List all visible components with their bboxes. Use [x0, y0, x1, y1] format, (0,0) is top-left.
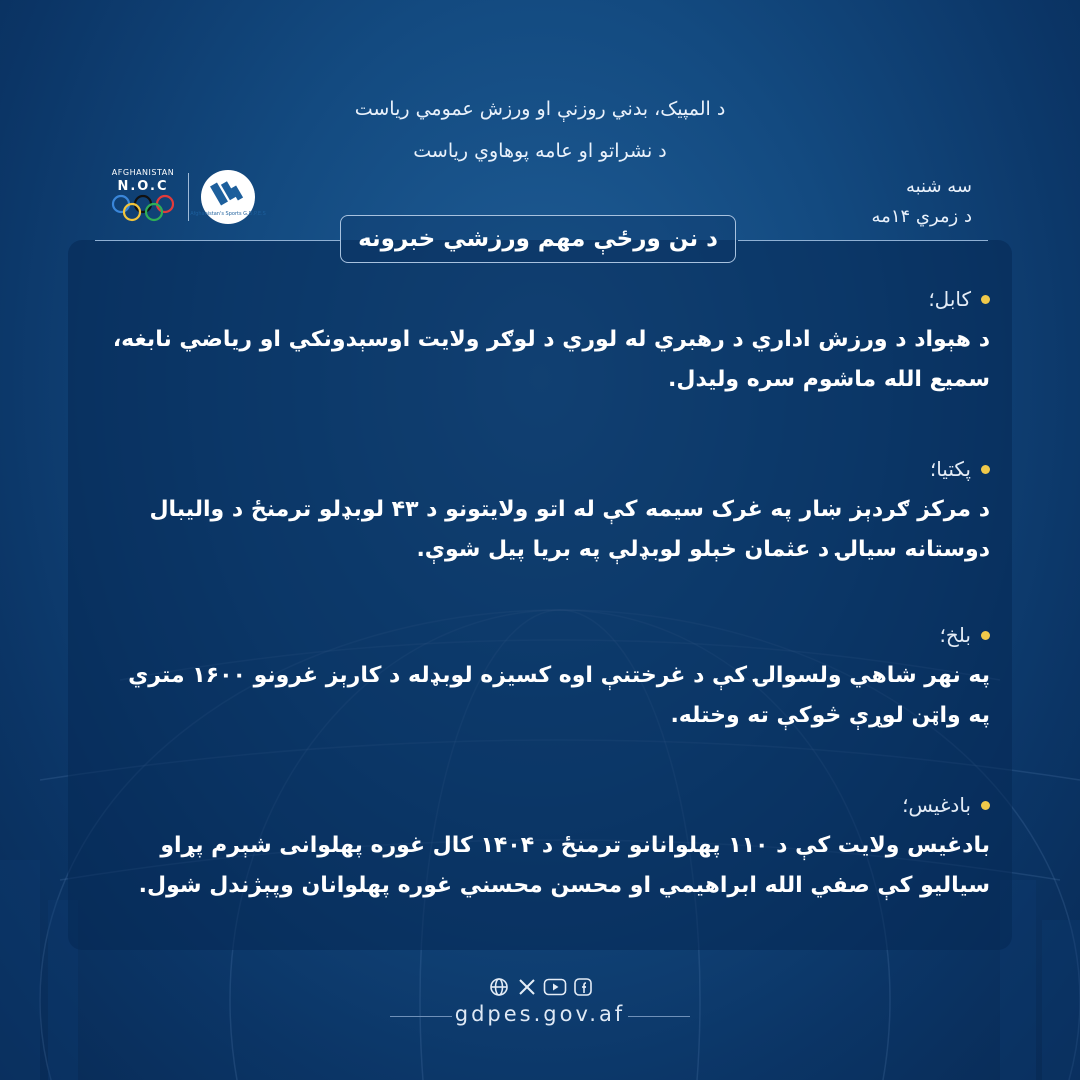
bullet-icon [981, 465, 990, 474]
x-icon[interactable] [516, 976, 538, 998]
globe-icon[interactable] [488, 976, 510, 998]
page-title: د نن ورځې مهم ورزشي خبرونه [340, 215, 736, 263]
bullet-icon [981, 631, 990, 640]
logos [108, 168, 266, 226]
header-department: د نشراتو او عامه پوهاوي ریاست [413, 140, 667, 162]
news-city: بادغیس؛ [902, 793, 971, 817]
date-block [872, 172, 972, 232]
news-item-badghis [108, 790, 990, 906]
news-city: کابل؛ [928, 287, 971, 311]
sports-logo-caption: Afghanistan's Sports G.D.P.E.S [190, 211, 266, 217]
news-item-kabul [108, 284, 990, 400]
news-item-balkh [108, 620, 990, 736]
bullet-icon [981, 295, 990, 304]
news-city: بلخ؛ [939, 623, 971, 647]
news-item-paktia [108, 454, 990, 570]
title-rule-left [95, 240, 340, 241]
news-body: د مرکز ګردېز ښار په غرک سیمه کې له اتو ولایتونو د ۴۳ لوبډلو ترمنځ د والیبال دوستانه سیالۍ د عثمان خېلو لوبډلې په بریا پیل شوې. [149, 497, 990, 562]
date-text: د زمري ۱۴مه [871, 206, 972, 227]
noc-country-label: AFGHANISTAN [111, 168, 175, 177]
news-body: بادغیس ولایت کې د ۱۱۰ پهلوانانو ترمنځ د ۱۴۰۴ کال غوره پهلوانی شېرم پړاو سیالیو کې صفي الله ابراهیمي او محسن محسني غوره پهلوانان وپېژندل شول. [138, 833, 990, 898]
noc-logo [108, 168, 178, 226]
olympic-rings-icon [108, 194, 178, 222]
weekday: سه شنبه [905, 176, 972, 197]
title-rule-right [738, 240, 988, 241]
noc-label: N.O.C [117, 179, 169, 194]
news-body: په نهر شاهي ولسوالۍ کې د غرختنې اوه کسیزه لوبډله د کارېز غرونو ۱۶۰۰ متري په واټن لوړې څوکې ته وختله. [128, 663, 990, 728]
youtube-icon[interactable] [544, 976, 566, 998]
header-organization: د المپیک، بدني روزنې او ورزش عمومي ریاست [354, 98, 726, 120]
logo-divider [188, 173, 189, 221]
news-city: پکتیا؛ [929, 457, 971, 481]
news-body: د هېواد د ورزش اداري د رهبري له لوري د لوګر ولایت اوسېدونکي او ریاضي نابغه، سمیع الله ماشوم سره ولیدل. [112, 327, 990, 392]
social-icons [488, 976, 594, 998]
bullet-icon [981, 801, 990, 810]
website-link[interactable]: gdpes.gov.af [454, 1002, 626, 1026]
facebook-icon[interactable] [572, 976, 594, 998]
sports-directorate-logo [190, 168, 266, 226]
